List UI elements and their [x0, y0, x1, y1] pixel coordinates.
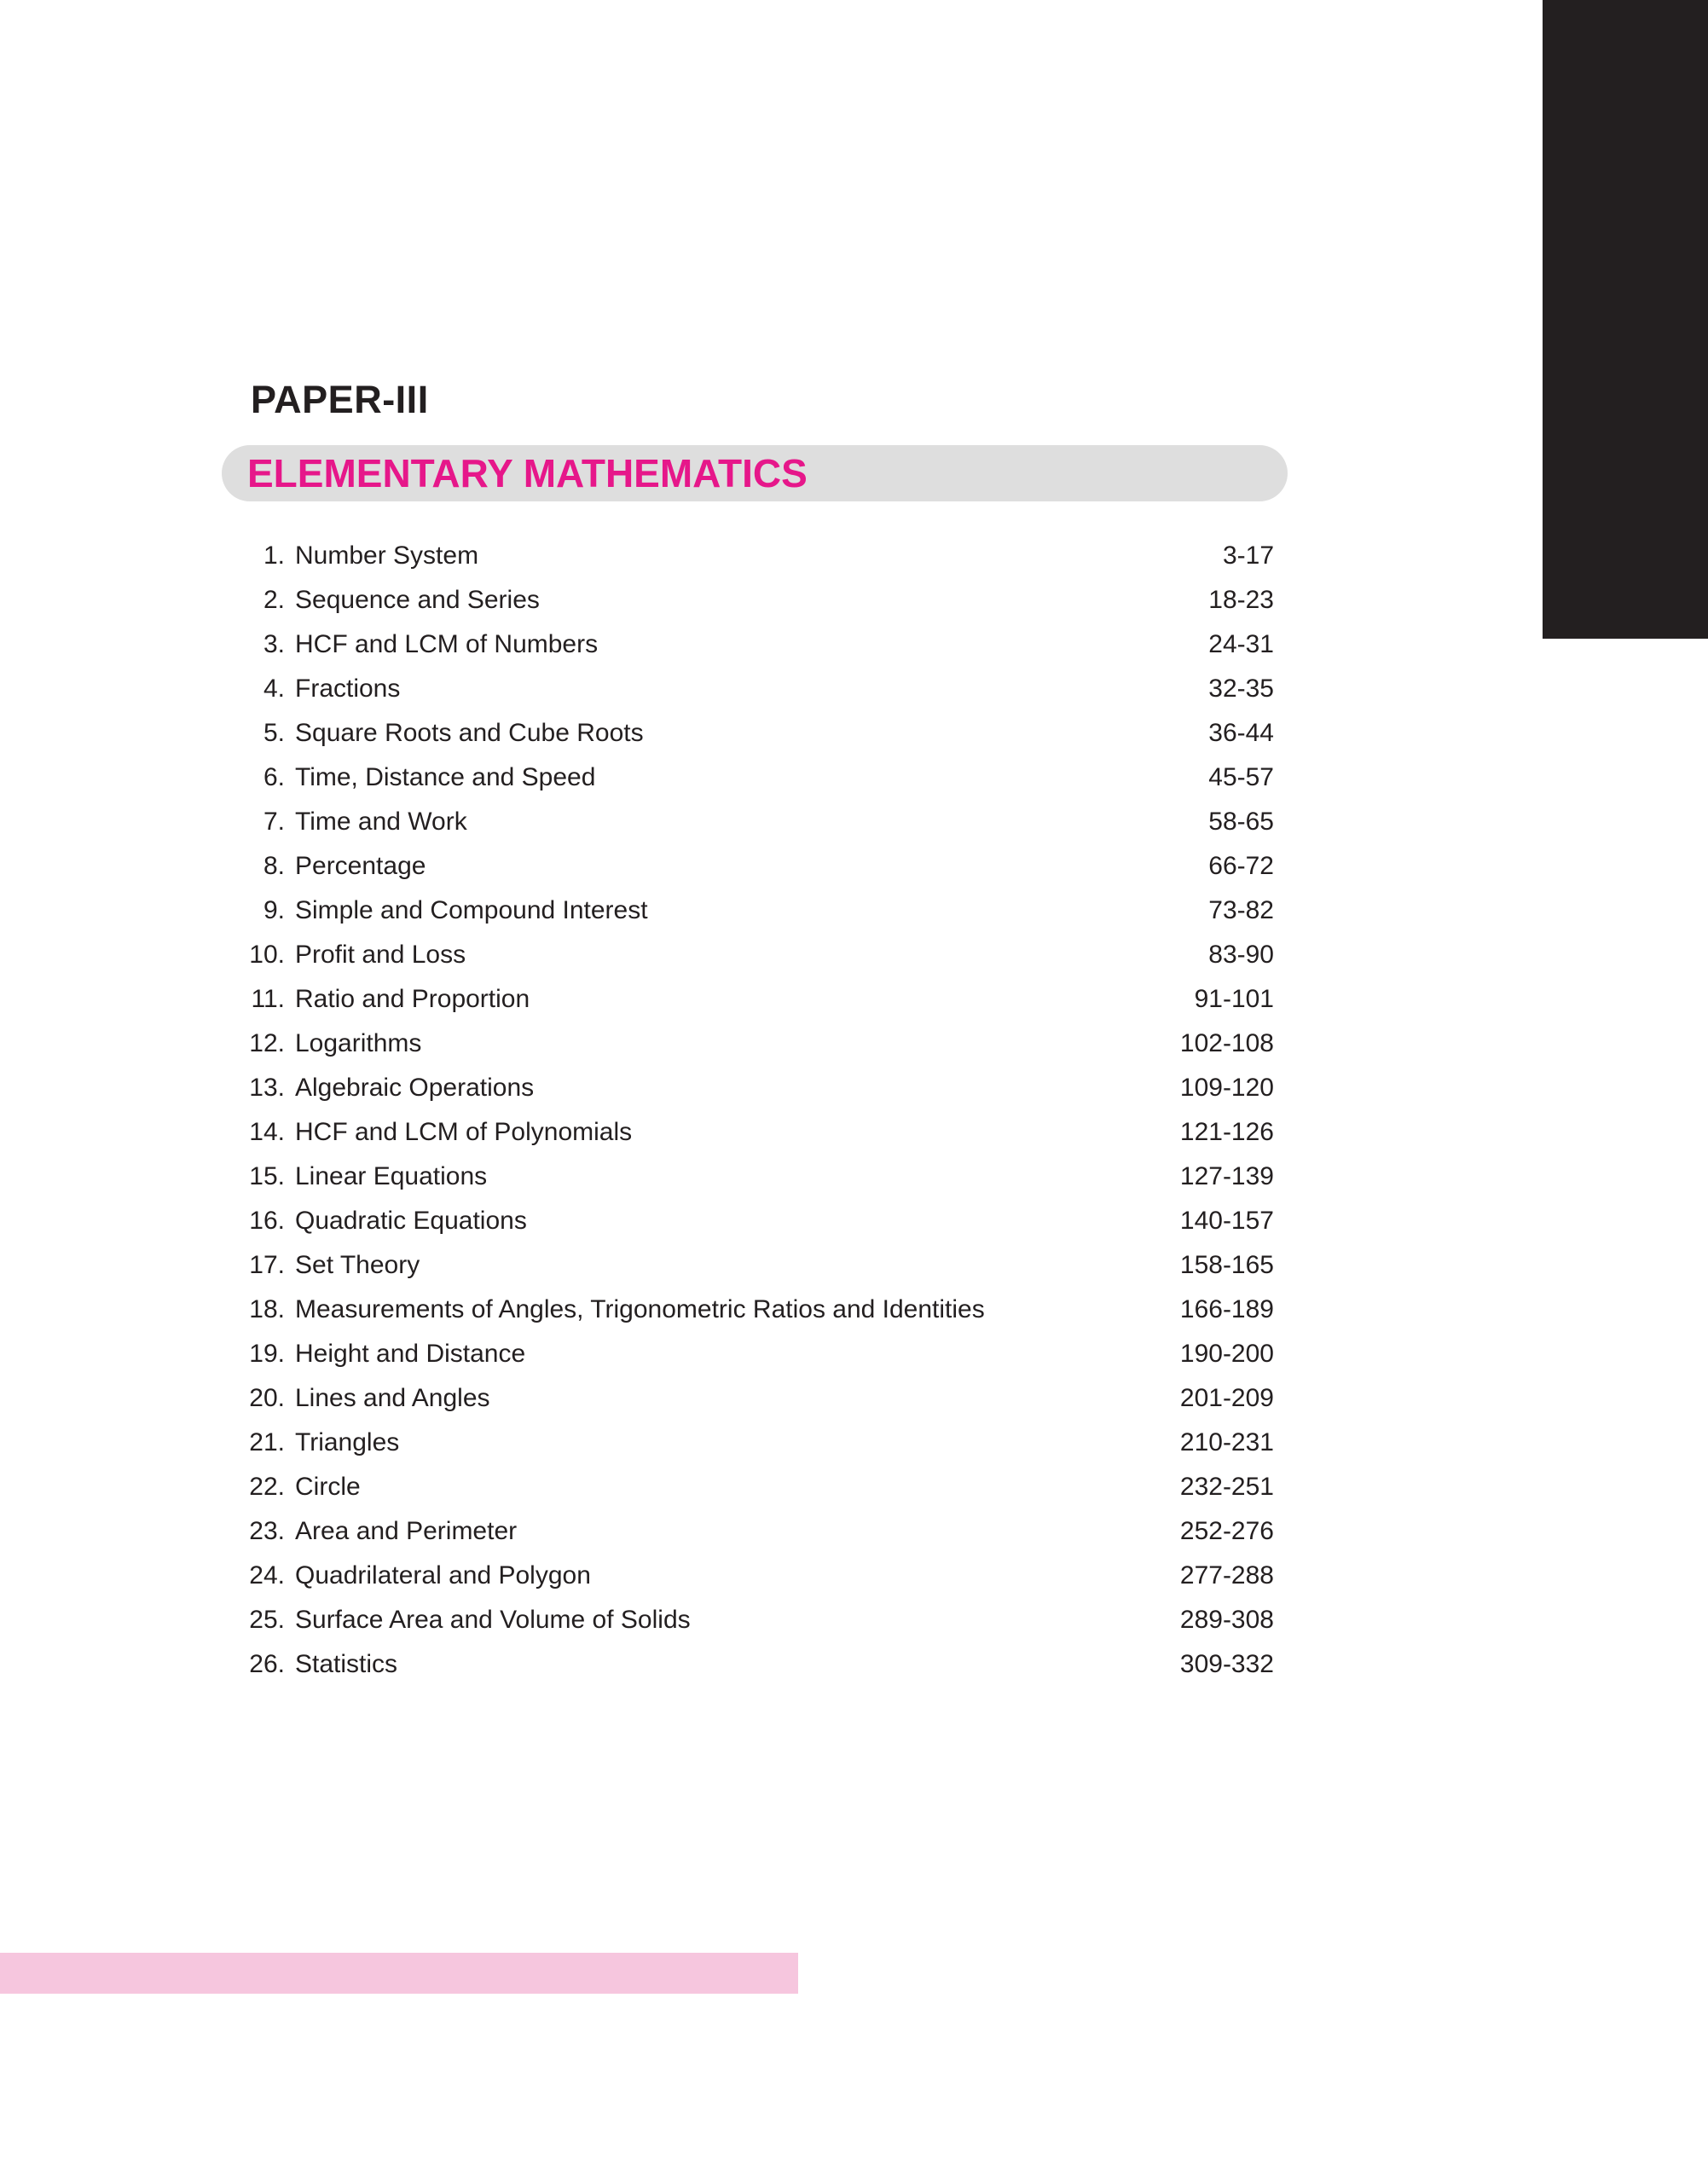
toc-entry-number: 18. — [249, 1295, 285, 1323]
toc-entry-pages: 140-157 — [1179, 1207, 1274, 1235]
toc-entry-pages: 91-101 — [1194, 985, 1274, 1013]
toc-entry-pages: 190-200 — [1179, 1340, 1274, 1368]
toc-entry-pages: 127-139 — [1179, 1162, 1274, 1190]
table-of-contents — [239, 534, 1274, 1687]
decorative-bottom-strip — [0, 1953, 798, 1994]
toc-entry-title: Set Theory — [295, 1251, 420, 1279]
toc-entry-title: Surface Area and Volume of Solids — [295, 1606, 691, 1634]
toc-entry-title: HCF and LCM of Polynomials — [295, 1118, 633, 1146]
toc-entry — [239, 1155, 1274, 1199]
toc-entry-title: Statistics — [295, 1650, 398, 1678]
toc-entry-number: 17. — [249, 1251, 285, 1279]
toc-entry — [239, 1598, 1274, 1642]
toc-entry-pages: 24-31 — [1208, 630, 1274, 658]
toc-entry-number: 14. — [249, 1118, 285, 1146]
toc-entry-title: Time, Distance and Speed — [295, 763, 596, 791]
toc-entry-number: 22. — [249, 1473, 285, 1501]
toc-entry-title: Sequence and Series — [295, 586, 540, 614]
toc-entry-number: 20. — [249, 1384, 285, 1412]
toc-entry — [239, 1509, 1274, 1554]
toc-entry — [239, 889, 1274, 933]
toc-entry — [239, 977, 1274, 1022]
toc-entry-number: 21. — [249, 1428, 285, 1456]
toc-entry-number: 13. — [249, 1074, 285, 1102]
toc-entry — [239, 1376, 1274, 1421]
toc-entry-number: 3. — [263, 630, 285, 658]
paper-label: PAPER-III — [251, 378, 429, 421]
toc-entry — [239, 534, 1274, 578]
toc-entry — [239, 1066, 1274, 1110]
toc-entry — [239, 1332, 1274, 1376]
toc-entry-number: 5. — [263, 719, 285, 747]
toc-entry — [239, 667, 1274, 711]
toc-entry-title: Circle — [295, 1473, 361, 1501]
toc-entry-number: 2. — [263, 586, 285, 614]
toc-entry-title: Height and Distance — [295, 1340, 526, 1368]
toc-entry-title: Quadratic Equations — [295, 1207, 527, 1235]
toc-entry — [239, 1421, 1274, 1465]
toc-entry-pages: 58-65 — [1208, 808, 1274, 836]
toc-entry — [239, 1642, 1274, 1687]
toc-entry — [239, 1554, 1274, 1598]
toc-entry-number: 10. — [249, 941, 285, 969]
toc-entry-pages: 232-251 — [1179, 1473, 1274, 1501]
toc-entry — [239, 756, 1274, 800]
toc-entry-number: 9. — [263, 896, 285, 924]
toc-entry-number: 15. — [249, 1162, 285, 1190]
toc-entry-number: 11. — [251, 985, 285, 1013]
toc-entry-title: Lines and Angles — [295, 1384, 490, 1412]
toc-entry-pages: 158-165 — [1179, 1251, 1274, 1279]
toc-entry-title: Logarithms — [295, 1029, 422, 1057]
toc-entry — [239, 844, 1274, 889]
toc-entry-pages: 166-189 — [1179, 1295, 1274, 1323]
toc-entry — [239, 1288, 1274, 1332]
toc-entry-title: Number System — [295, 541, 479, 570]
toc-entry-number: 4. — [263, 675, 285, 703]
toc-entry — [239, 1243, 1274, 1288]
toc-entry-pages: 252-276 — [1179, 1517, 1274, 1545]
toc-entry-pages: 201-209 — [1179, 1384, 1274, 1412]
toc-entry-number: 16. — [249, 1207, 285, 1235]
toc-entry-number: 24. — [249, 1561, 285, 1589]
section-title: ELEMENTARY MATHEMATICS — [247, 451, 808, 495]
toc-entry-pages: 66-72 — [1208, 852, 1274, 880]
toc-entry-title: Simple and Compound Interest — [295, 896, 648, 924]
side-thumb-tab — [1543, 0, 1708, 639]
toc-entry-pages: 3-17 — [1222, 541, 1274, 570]
toc-entry-title: Percentage — [295, 852, 426, 880]
toc-entry-pages: 45-57 — [1208, 763, 1274, 791]
toc-entry-pages: 109-120 — [1179, 1074, 1274, 1102]
toc-entry-number: 26. — [249, 1650, 285, 1678]
toc-entry — [239, 1022, 1274, 1066]
toc-entry-pages: 32-35 — [1208, 675, 1274, 703]
toc-entry-title: Time and Work — [295, 808, 467, 836]
toc-entry — [239, 578, 1274, 622]
toc-entry-number: 6. — [263, 763, 285, 791]
toc-entry-title: Triangles — [295, 1428, 400, 1456]
toc-entry-title: HCF and LCM of Numbers — [295, 630, 599, 658]
toc-entry — [239, 933, 1274, 977]
toc-entry-pages: 102-108 — [1179, 1029, 1274, 1057]
toc-entry-number: 25. — [249, 1606, 285, 1634]
toc-entry-pages: 18-23 — [1208, 586, 1274, 614]
toc-entry-pages: 36-44 — [1208, 719, 1274, 747]
toc-entry-pages: 83-90 — [1208, 941, 1274, 969]
toc-entry-number: 12. — [249, 1029, 285, 1057]
section-header-bar — [222, 445, 1288, 501]
toc-entry-pages: 73-82 — [1208, 896, 1274, 924]
toc-entry-title: Measurements of Angles, Trigonometric Ratios and Identities — [295, 1295, 985, 1323]
toc-entry-pages: 210-231 — [1179, 1428, 1274, 1456]
toc-entry — [239, 800, 1274, 844]
toc-entry-title: Algebraic Operations — [295, 1074, 535, 1102]
toc-entry — [239, 1110, 1274, 1155]
toc-entry-number: 8. — [263, 852, 285, 880]
toc-entry-pages: 277-288 — [1179, 1561, 1274, 1589]
toc-entry-title: Fractions — [295, 675, 401, 703]
toc-entry-title: Profit and Loss — [295, 941, 466, 969]
toc-entry-title: Square Roots and Cube Roots — [295, 719, 644, 747]
toc-entry — [239, 1465, 1274, 1509]
toc-entry-title: Area and Perimeter — [295, 1517, 518, 1545]
toc-entry — [239, 1199, 1274, 1243]
toc-entry-title: Ratio and Proportion — [295, 985, 530, 1013]
toc-entry-title: Linear Equations — [295, 1162, 488, 1190]
toc-entry-title: Quadrilateral and Polygon — [295, 1561, 591, 1589]
toc-entry — [239, 622, 1274, 667]
toc-entry-number: 19. — [249, 1340, 285, 1368]
toc-entry-pages: 289-308 — [1179, 1606, 1274, 1634]
toc-entry-number: 1. — [263, 541, 285, 570]
toc-entry — [239, 711, 1274, 756]
toc-entry-pages: 309-332 — [1179, 1650, 1274, 1678]
toc-entry-number: 7. — [263, 808, 285, 836]
toc-entry-pages: 121-126 — [1179, 1118, 1274, 1146]
toc-entry-number: 23. — [249, 1517, 285, 1545]
